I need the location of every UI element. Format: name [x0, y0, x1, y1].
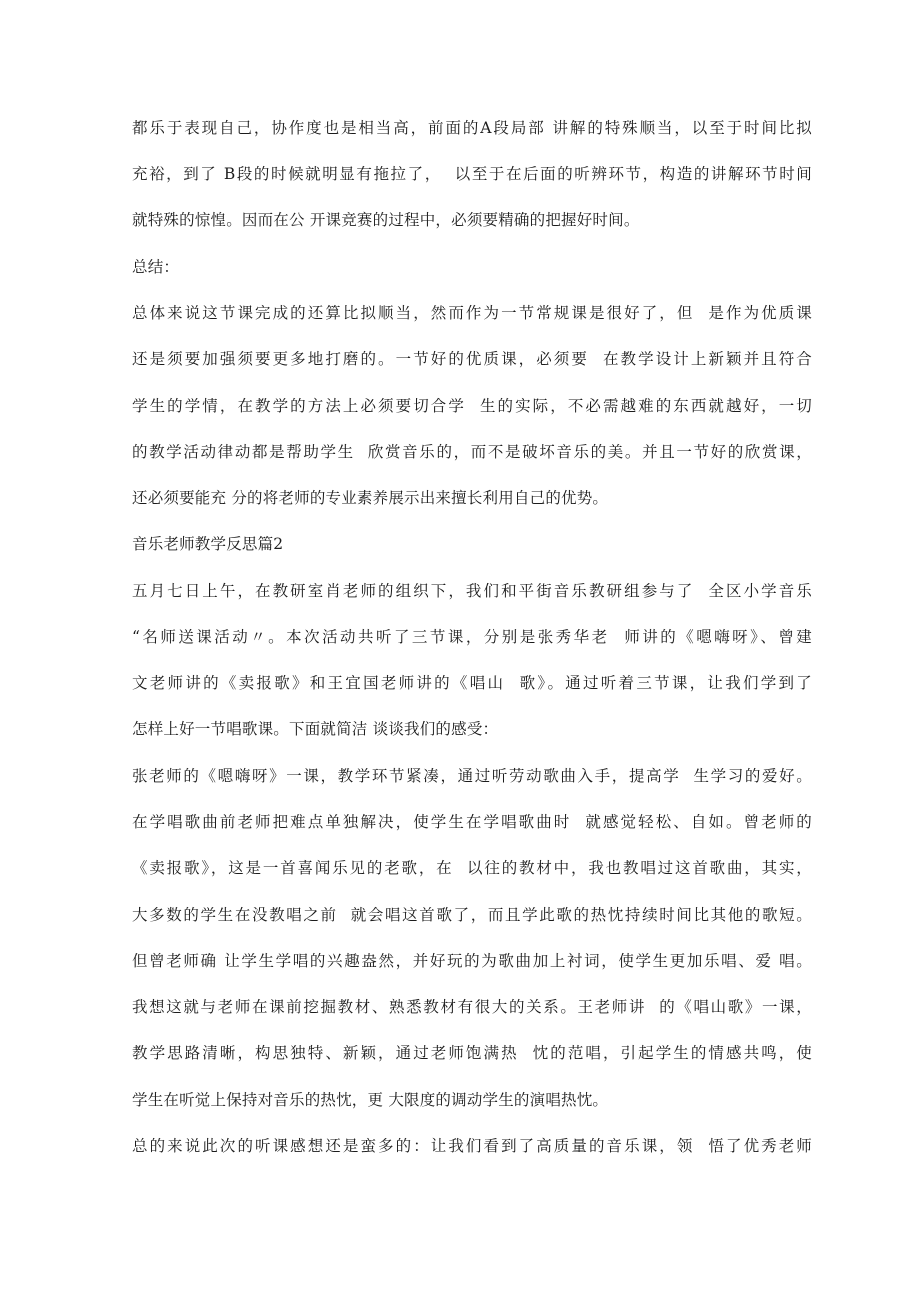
paragraph-line: 五月七日上午，在教研室肖老师的组织下，我们和平街音乐教研组参与了 全区小学音乐	[132, 582, 812, 600]
paragraph-line: 还必须要能充 分的将老师的专业素养展示出来擅长利用自己的优势。	[132, 489, 609, 507]
section-title: 音乐老师教学反思篇2	[132, 535, 284, 553]
paragraph-line: 但曾老师确 让学生学唱的兴趣盎然，并好玩的为歌曲加上衬词，使学生更加乐唱、爱 唱。	[132, 952, 812, 970]
paragraph-line: 还是须要加强须要更多地打磨的。一节好的优质课，必须要 在教学设计上新颖并且符合	[132, 350, 812, 368]
paragraph-line: 怎样上好一节唱歌课。下面就简洁 谈谈我们的感受：	[132, 720, 499, 738]
paragraph-line: 学生在听觉上保持对音乐的热忱，更 大限度的调动学生的演唱热忱。	[132, 1091, 609, 1109]
summary-heading: 总结：	[132, 258, 180, 276]
paragraph-line: 在学唱歌曲前老师把难点单独解决，使学生在学唱歌曲时 就感觉轻松、自如。曾老师的	[132, 813, 812, 831]
paragraph-line: 文老师讲的《卖报歌》和王宜国老师讲的《唱山 歌》。通过听着三节课，让我们学到了	[132, 674, 812, 692]
paragraph-line: 张老师的《嗯嗨呀》一课，教学环节紧凑，通过听劳动歌曲入手，提高学 生学习的爱好。	[132, 767, 812, 785]
paragraph-line: 我想这就与老师在课前挖掘教材、熟悉教材有很大的关系。王老师讲 的《唱山歌》一课，	[132, 998, 812, 1016]
paragraph-line: 总的来说此次的听课感想还是蛮多的：让我们看到了高质量的音乐课，领 悟了优秀老师	[132, 1137, 812, 1155]
paragraph-line: “名师送课活动〃。本次活动共听了三节课，分别是张秀华老 师讲的《嗯嗨呀》、曾建	[132, 628, 812, 646]
paragraph-line: 充裕，到了 B段的时候就明显有拖拉了， 以至于在后面的听辨环节，构造的讲解环节时间	[132, 165, 812, 183]
paragraph-line: 大多数的学生在没教唱之前 就会唱这首歌了，而且学此歌的热忱持续时间比其他的歌短。	[132, 906, 812, 924]
paragraph-line: 的教学活动律动都是帮助学生 欣赏音乐的，而不是破坏音乐的美。并且一节好的欣赏课，	[132, 443, 812, 461]
paragraph-line: 教学思路清晰，构思独特、新颖，通过老师饱满热 忱的范唱，引起学生的情感共鸣，使	[132, 1044, 812, 1062]
paragraph-line: 就特殊的惊惶。因而在公 开课竞赛的过程中，必须要精确的把握好时间。	[132, 211, 640, 229]
paragraph-line: 都乐于表现自己，协作度也是相当高，前面的A段局部 讲解的特殊顺当，以至于时间比拟	[132, 119, 812, 137]
paragraph-line: 总体来说这节课完成的还算比拟顺当，然而作为一节常规课是很好了，但 是作为优质课	[132, 304, 812, 322]
paragraph-line: 《卖报歌》，这是一首喜闻乐见的老歌，在 以往的教材中，我也教唱过这首歌曲，其实，	[132, 859, 812, 877]
paragraph-line: 学生的学情，在教学的方法上必须要切合学 生的实际，不必需越难的东西就越好，一切	[132, 397, 812, 415]
